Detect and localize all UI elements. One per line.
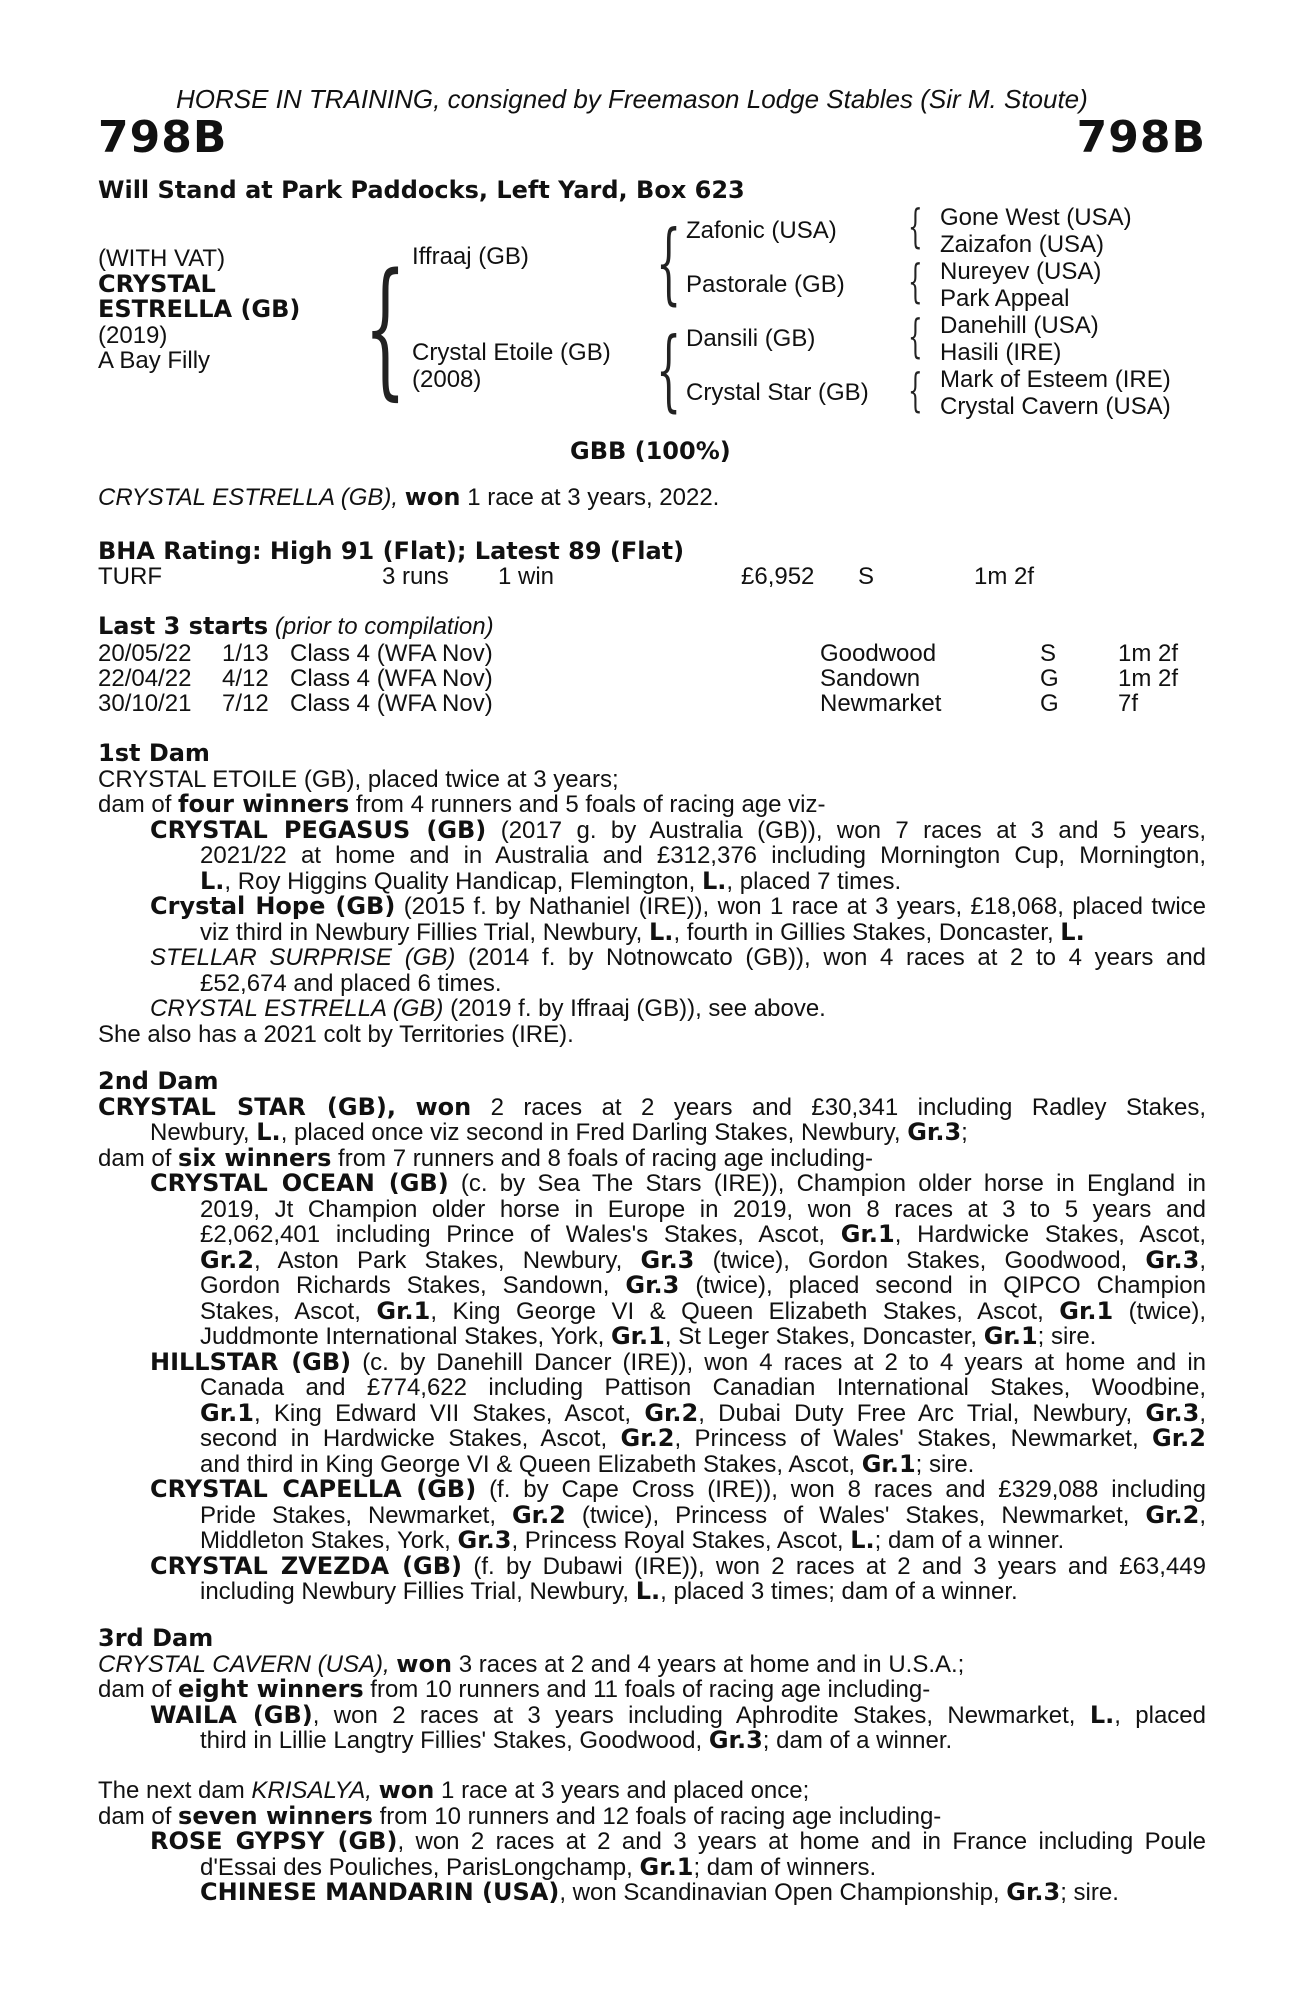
- turf-distance: 1m 2f: [974, 563, 1035, 590]
- progeny-entry: £52,674 and placed 6 times.: [200, 969, 502, 997]
- start-distance: 7f: [1118, 690, 1139, 717]
- start-going: G: [1040, 690, 1059, 717]
- progeny-entry: Pride Stakes, Newmarket, Gr.2 (twice), Princess of Wales' Stakes, Newmarket, Gr.2,: [200, 1500, 1206, 1529]
- brace-sire-parents-icon: {: [656, 211, 682, 314]
- horse-description: A Bay Filly: [98, 347, 211, 374]
- progeny-entry: and third in King George VI & Queen Elizabeth Stakes, Ascot, Gr.1; sire.: [200, 1449, 975, 1478]
- page-title: HORSE IN TRAINING, consigned by Freemason Lodge Stables (Sir M. Stoute): [176, 84, 1088, 114]
- start-course: Sandown: [820, 665, 921, 692]
- third-dam-line: CRYSTAL CAVERN (USA), won 3 races at 2 and 4 years at home and in U.S.A.;: [98, 1649, 965, 1678]
- turf-surface: TURF: [98, 563, 162, 590]
- start-class: Class 4 (WFA Nov): [290, 665, 493, 692]
- progeny-entry: viz third in Newbury Fillies Trial, Newbury, L., fourth in Gillies Stakes, Doncaster, L.: [200, 917, 1085, 946]
- pedigree-dam: Crystal Etoile (GB): [412, 339, 611, 366]
- start-going: S: [1040, 640, 1057, 667]
- progeny-entry: CRYSTAL OCEAN (GB) (c. by Sea The Stars (IRE)), Champion older horse in England in: [150, 1169, 1207, 1197]
- horse-year: (2019): [98, 321, 168, 349]
- race-summary: [98, 485, 719, 511]
- bha-rating: BHA Rating: High 91 (Flat); Latest 89 (Flat): [98, 537, 685, 565]
- pedigree-g6: Hasili (IRE): [940, 339, 1062, 366]
- start-position: 1/13: [222, 640, 269, 667]
- third-dam-section: [98, 1626, 1206, 1754]
- start-position: 4/12: [222, 665, 269, 692]
- pedigree-g4: Park Appeal: [940, 285, 1070, 312]
- start-date: 20/05/22: [98, 640, 192, 667]
- first-dam-line: dam of four winners from 4 runners and 5 foals of racing age viz-: [98, 790, 826, 818]
- brace-g56-icon: {: [908, 309, 923, 363]
- progeny-entry: 2019, Jt Champion older horse in Europe in 2019, won 8 races at 3 to 5 years and: [200, 1195, 1206, 1223]
- horse-info: [98, 246, 300, 374]
- progeny-entry: 2021/22 at home and in Australia and £312,376 including Mornington Cup, Mornington,: [200, 842, 1206, 869]
- pedigree-sire-dam: Pastorale (GB): [686, 271, 845, 298]
- start-distance: 1m 2f: [1118, 665, 1179, 692]
- summary-won: won: [404, 483, 461, 511]
- pedigree-g5: Danehill (USA): [940, 312, 1099, 339]
- third-dam-line: dam of eight winners from 10 runners and 11 foals of racing age including-: [98, 1675, 931, 1703]
- progeny-entry: Gordon Richards Stakes, Sandown, Gr.3 (twice), placed second in QIPCO Champion: [200, 1271, 1206, 1299]
- next-dam-line: The next dam KRISALYA, won 1 race at 3 years and placed once;: [98, 1776, 810, 1804]
- next-dam-line: dam of seven winners from 10 runners and 12 foals of racing age including-: [98, 1801, 942, 1830]
- last-starts-note: (prior to compilation): [274, 613, 494, 640]
- start-class: Class 4 (WFA Nov): [290, 690, 493, 717]
- second-dam-heading: 2nd Dam: [98, 1067, 219, 1095]
- stable-location: Will Stand at Park Paddocks, Left Yard, Box 623: [98, 176, 745, 204]
- pedigree-grandparents: [940, 204, 1171, 420]
- horse-name-line1: CRYSTAL: [98, 269, 216, 298]
- start-position: 7/12: [222, 690, 269, 717]
- third-dam-heading: 3rd Dam: [98, 1624, 214, 1652]
- progeny-entry: WAILA (GB), won 2 races at 3 years including Aphrodite Stakes, Newmarket, L., placed: [150, 1700, 1206, 1729]
- progeny-entry: Gr.1, King Edward VII Stakes, Ascot, Gr.2, Dubai Duty Free Arc Trial, Newbury, Gr.3,: [200, 1398, 1206, 1427]
- progeny-entry: CRYSTAL CAPELLA (GB) (f. by Cape Cross (IRE)), won 8 races and £329,088 including: [150, 1475, 1207, 1503]
- second-dam-line: CRYSTAL STAR (GB), won 2 races at 2 years and £30,341 including Radley Stakes,: [98, 1092, 1207, 1121]
- brace-g12-icon: {: [908, 199, 923, 253]
- progeny-entry: Gr.2, Aston Park Stakes, Newbury, Gr.3 (twice), Gordon Stakes, Goodwood, Gr.3,: [200, 1245, 1207, 1274]
- progeny-entry: CHINESE MANDARIN (USA), won Scandinavian Open Championship, Gr.3; sire.: [200, 1878, 1119, 1906]
- progeny-entry: Canada and £774,622 including Pattison Canadian International Stakes, Woodbine,: [200, 1374, 1206, 1401]
- pedigree-g1: Gone West (USA): [940, 204, 1132, 231]
- brace-dam-parents-icon: {: [656, 318, 682, 421]
- lot-number-right: 798B: [1076, 112, 1206, 163]
- pedigree-g3: Nureyev (USA): [940, 258, 1102, 285]
- turf-going: S: [858, 563, 875, 590]
- horse-name-line2: ESTRELLA (GB): [98, 295, 301, 323]
- summary-rest: 1 race at 3 years, 2022.: [467, 484, 720, 511]
- last-starts-title: Last 3 starts: [98, 612, 269, 640]
- progeny-entry: CRYSTAL ZVEZDA (GB) (f. by Dubawi (IRE)), won 2 races at 2 and 3 years and £63,449: [150, 1551, 1206, 1580]
- progeny-entry: second in Hardwicke Stakes, Ascot, Gr.2, Princess of Wales' Stakes, Newmarket, Gr.2: [200, 1424, 1206, 1452]
- turf-runs: 3 runs: [382, 563, 449, 590]
- progeny-entry: d'Essai des Pouliches, ParisLongchamp, Gr.1; dam of winners.: [200, 1852, 877, 1881]
- lot-number-left: 798B: [98, 112, 228, 163]
- pedigree-dam-dam: Crystal Star (GB): [686, 379, 869, 406]
- next-dam-section: [98, 1778, 1206, 1906]
- progeny-entry: ROSE GYPSY (GB), won 2 races at 2 and 3 years at home and in France including Poule: [150, 1827, 1206, 1855]
- progeny-entry: Middleton Stakes, York, Gr.3, Princess Royal Stakes, Ascot, L.; dam of a winner.: [200, 1526, 1065, 1554]
- summary-name: CRYSTAL ESTRELLA (GB),: [98, 484, 399, 511]
- progeny-entry: Stakes, Ascot, Gr.1, King George VI & Queen Elizabeth Stakes, Ascot, Gr.1 (twice),: [200, 1296, 1207, 1325]
- progeny-entry: STELLAR SURPRISE (GB) (2014 f. by Notnowcato (GB)), won 4 races at 2 to 4 years and: [150, 944, 1207, 971]
- start-course: Newmarket: [820, 690, 942, 717]
- pedigree-g7: Mark of Esteem (IRE): [940, 366, 1171, 393]
- pedigree-sire-sire: Zafonic (USA): [686, 217, 837, 244]
- turf-prize: £6,952: [741, 563, 815, 590]
- pedigree-g8: Crystal Cavern (USA): [940, 393, 1171, 420]
- progeny-entry: CRYSTAL ESTRELLA (GB) (2019 f. by Iffraaj (GB)), see above.: [150, 995, 826, 1022]
- progeny-entry: including Newbury Fillies Trial, Newbury, L., placed 3 times; dam of a winner.: [200, 1577, 1018, 1605]
- gbb-rating: GBB (100%): [570, 437, 731, 465]
- second-dam-line: Newbury, L., placed once viz second in Fred Darling Stakes, Newbury, Gr.3;: [150, 1118, 968, 1146]
- progeny-entry: Crystal Hope (GB) (2015 f. by Nathaniel (IRE)), won 1 race at 3 years, £18,068, placed twice: [150, 892, 1206, 920]
- progeny-entry: L., Roy Higgins Quality Handicap, Flemington, L., placed 7 times.: [200, 866, 902, 895]
- start-date: 30/10/21: [98, 690, 192, 717]
- progeny-entry: CRYSTAL PEGASUS (GB) (2017 g. by Australia (GB)), won 7 races at 3 and 5 years,: [150, 815, 1206, 844]
- pedigree-g2: Zaizafon (USA): [940, 231, 1105, 258]
- second-dam-section: [98, 1069, 1206, 1605]
- progeny-entry: £2,062,401 including Prince of Wales's Stakes, Ascot, Gr.1, Hardwicke Stakes, Ascot,: [200, 1220, 1207, 1248]
- turf-wins: 1 win: [498, 563, 555, 590]
- brace-g34-icon: {: [908, 254, 923, 308]
- brace-sire-dam-icon: {: [364, 242, 407, 414]
- progeny-entry: third in Lillie Langtry Fillies' Stakes, Goodwood, Gr.3; dam of a winner.: [200, 1726, 953, 1754]
- pedigree-dam-year: (2008): [412, 366, 482, 393]
- start-date: 22/04/22: [98, 665, 192, 692]
- start-going: G: [1040, 665, 1059, 692]
- pedigree-dam-sire: Dansili (GB): [686, 325, 816, 352]
- first-dam-heading: 1st Dam: [98, 739, 210, 767]
- start-course: Goodwood: [820, 640, 937, 667]
- second-dam-line: dam of six winners from 7 runners and 8 foals of racing age including-: [98, 1143, 874, 1172]
- first-dam-line: CRYSTAL ETOILE (GB), placed twice at 3 years;: [98, 765, 619, 793]
- first-dam-line: She also has a 2021 colt by Territories (IRE).: [98, 1020, 574, 1048]
- vat-note: (WITH VAT): [98, 245, 226, 272]
- brace-g78-icon: {: [908, 363, 923, 417]
- start-distance: 1m 2f: [1118, 640, 1179, 667]
- last-starts-heading: [98, 614, 494, 640]
- first-dam-section: [98, 741, 1206, 1047]
- progeny-entry: Juddmonte International Stakes, York, Gr.1, St Leger Stakes, Doncaster, Gr.1; sire.: [200, 1322, 1097, 1350]
- pedigree-sire: Iffraaj (GB): [412, 243, 529, 270]
- progeny-entry: HILLSTAR (GB) (c. by Danehill Dancer (IRE)), won 4 races at 2 to 4 years at home and in: [150, 1347, 1207, 1376]
- start-class: Class 4 (WFA Nov): [290, 640, 493, 667]
